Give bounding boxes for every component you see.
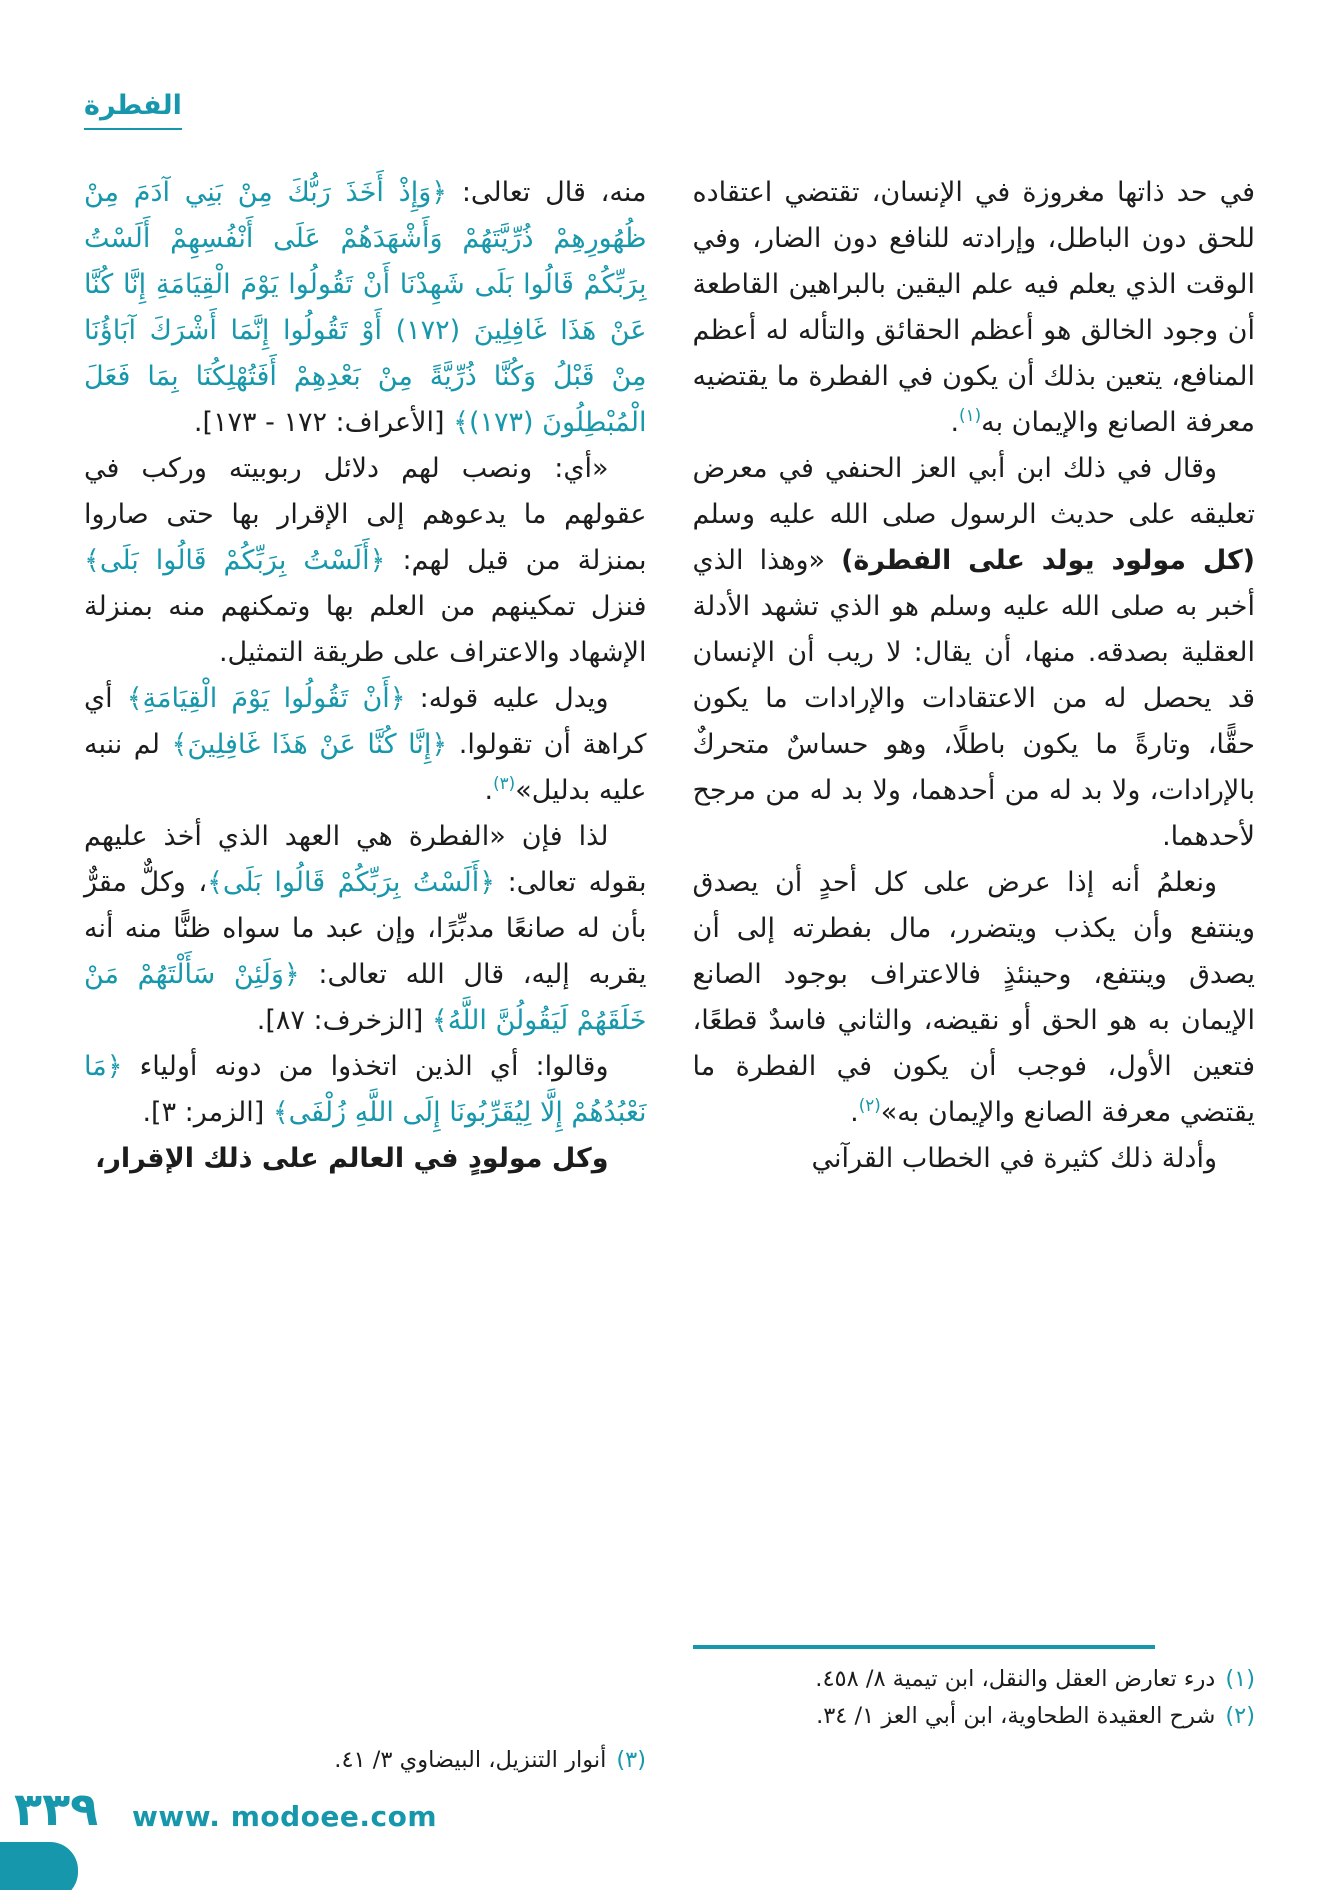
body-text: [الزمر: ٣]. xyxy=(142,1097,273,1128)
quran-verse: ﴿أَلَسْتُ بِرَبِّكُمْ قَالُوا بَلَى﴾ xyxy=(84,545,386,576)
quran-verse: ﴿إِنَّا كُنَّا عَنْ هَذَا غَافِلِينَ﴾ xyxy=(171,729,448,760)
emphasis-text: وكل مولودٍ في العالم على ذلك الإقرار، xyxy=(95,1143,609,1174)
column-left xyxy=(84,170,647,1182)
body-text: وأدلة ذلك كثيرة في الخطاب القرآني xyxy=(811,1143,1217,1174)
body-text: [الزخرف: ٨٧]. xyxy=(256,1005,432,1036)
paragraph xyxy=(84,676,647,814)
body-text: لم ننبه عليه بدليل» xyxy=(84,729,647,806)
footnotes-left xyxy=(84,1742,646,1779)
footnote-1 xyxy=(693,1661,1255,1698)
footnote-number: (١) xyxy=(1225,1665,1255,1692)
body-text: وقالوا: أي الذين اتخذوا من دونه أولياء xyxy=(122,1051,609,1082)
column-right xyxy=(693,170,1256,1182)
body-text: في حد ذاتها مغروزة في الإنسان، تقتضي اعتقاده للحق دون الباطل، وإرادته للنافع دون الضار، وفي الوقت الذي يعلم فيه علم اليقين بالبراهين القاطعة أن وجود الخالق هو أعظم الحقائق والتأله له أعظم المنافع، يتعين بذلك أن يكون في الفطرة ما يقتضيه معرفة الصانع والإيمان به xyxy=(692,177,1255,438)
footnote-text: درء تعارض العقل والنقل، ابن تيمية ٨/ ٤٥٨. xyxy=(815,1665,1216,1692)
quran-verse: ﴿أَنْ تَقُولُوا يَوْمَ الْقِيَامَةِ﴾ xyxy=(126,683,406,714)
paragraph xyxy=(693,170,1256,446)
footnote-marker: (٣) xyxy=(493,773,516,793)
body-text: وقال في ذلك ابن أبي العز الحنفي في معرض تعليقه على حديث الرسول صلى الله عليه وسلم xyxy=(692,453,1255,530)
running-head-title: الفطرة xyxy=(84,90,182,130)
paragraph xyxy=(84,446,647,676)
paragraph xyxy=(84,170,647,446)
body-text: لذا فإن «الفطرة هي العهد الذي أخذ عليهم بقوله تعالى: xyxy=(84,821,647,898)
footnote-3 xyxy=(84,1742,646,1779)
body-text: . xyxy=(484,775,494,806)
body-text: ونعلمُ أنه إذا عرض على كل أحدٍ أن يصدق وينتفع وأن يكذب ويتضرر، مال بفطرته إلى أن يصدق وينتفع، وحينئذٍ فالاعتراف بوجود الصانع الإيمان به هو الحق أو نقيضه، والثاني فاسدٌ قطعًا، فتعين الأول، فوجب أن يكون في الفطرة ما يقتضي معرفة الصانع والإيمان به» xyxy=(692,867,1255,1128)
body-text: ، وكلٌّ مقرٌّ بأن له صانعًا مدبِّرًا، وإن عبد ما سواه ظنًّا منه أنه يقربه إليه، قال الله تعالى: xyxy=(84,867,647,990)
quran-verse: ﴿وَلَئِنْ سَأَلْتَهُمْ مَنْ خَلَقَهُمْ لَيَقُولُنَّ اللَّهُ﴾ xyxy=(84,959,647,1036)
page-number: ٣٣٩ xyxy=(14,1782,99,1836)
body-text: . xyxy=(950,407,960,438)
body-text: «وهذا الذي أخبر به صلى الله عليه وسلم هو الذي تشهد الأدلة العقلية بصدقه. منها، أن يقال: لا ريب أن الإنسان قد يحصل له من الاعتقادات والإرادات ما يكون حقًّا، وتارةً ما يكون باطلًا، وهو حساسٌ متحركٌ بالإرادات، ولا بد له من أحدهما، ولا بد له من مرجح لأحدهما. xyxy=(692,545,1255,852)
footnote-number: (٢) xyxy=(1225,1702,1255,1729)
footnote-text: شرح العقيدة الطحاوية، ابن أبي العز ١/ ٣٤. xyxy=(816,1702,1216,1729)
body-text: منه، قال تعالى: xyxy=(447,177,647,208)
corner-tab-ornament xyxy=(0,1842,78,1890)
paragraph xyxy=(693,1136,1256,1182)
footnote-number: (٣) xyxy=(616,1747,646,1773)
page-header xyxy=(84,90,182,130)
emphasis-text: (كل مولود يولد على الفطرة) xyxy=(841,545,1256,576)
body-columns xyxy=(84,170,1255,1182)
footnote-text: أنوار التنزيل، البيضاوي ٣/ ٤١. xyxy=(334,1747,607,1773)
paragraph xyxy=(693,446,1256,860)
body-text: أي كراهة أن تقولوا. xyxy=(84,683,647,760)
quran-verse: ﴿مَا نَعْبُدُهُمْ إِلَّا لِيُقَرِّبُونَا إِلَى اللَّهِ زُلْفَى﴾ xyxy=(84,1051,647,1128)
body-text: ويدل عليه قوله: xyxy=(405,683,609,714)
body-text: «أي: ونصب لهم دلائل ربوبيته وركب في عقولهم ما يدعوهم إلى الإقرار بها حتى صاروا بمنزلة من قيل لهم: xyxy=(84,453,647,576)
footnotes-right xyxy=(693,1645,1255,1735)
quran-verse: ﴿أَلَسْتُ بِرَبِّكُمْ قَالُوا بَلَى﴾ xyxy=(207,867,496,898)
paragraph xyxy=(84,1136,647,1182)
footnote-marker: (١) xyxy=(959,405,982,425)
paragraph xyxy=(84,814,647,1044)
paragraph xyxy=(84,1044,647,1136)
body-text: فنزل تمكينهم من العلم بها وتمكنهم منه بمنزلة الإشهاد والاعتراف على طريقة التمثيل. xyxy=(84,591,647,668)
paragraph xyxy=(693,860,1256,1136)
publisher-website-link[interactable]: www. modoee.com xyxy=(132,1800,438,1833)
footnote-separator-rule xyxy=(693,1645,1155,1649)
footnote-2 xyxy=(693,1698,1255,1735)
body-text: [الأعراف: ١٧٢ - ١٧٣]. xyxy=(193,407,454,438)
body-text: . xyxy=(850,1097,859,1128)
quran-verse: ﴿وَإِذْ أَخَذَ رَبُّكَ مِنْ بَنِي آدَمَ مِنْ ظُهُورِهِمْ ذُرِّيَّتَهُمْ وَأَشْهَدَهُمْ عَلَى أَنْفُسِهِمْ أَلَسْتُ بِرَبِّكُمْ قَالُوا بَلَى شَهِدْنَا أَنْ تَقُولُوا يَوْمَ الْقِيَامَةِ إِنَّا كُنَّا عَنْ هَذَا غَافِلِينَ (١٧٢) أَوْ تَقُولُوا إِنَّمَا أَشْرَكَ آبَاؤُنَا مِنْ قَبْلُ وَكُنَّا ذُرِّيَّةً مِنْ بَعْدِهِمْ أَفَتُهْلِكُنَا بِمَا فَعَلَ الْمُبْطِلُونَ (١٧٣)﴾ xyxy=(84,177,647,438)
footnote-marker: (٢) xyxy=(858,1095,881,1115)
